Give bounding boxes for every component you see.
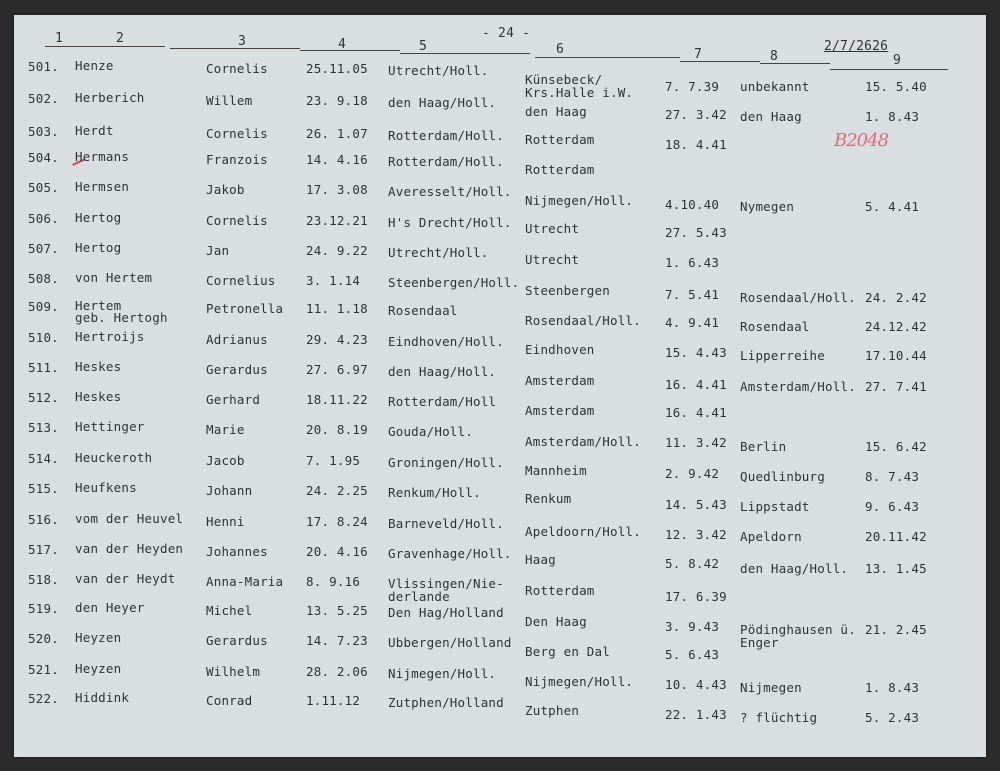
birthplace-cell: Renkum/Holl. (388, 485, 481, 500)
destination-cell: den Haag (740, 109, 802, 124)
column-number-3: 3 (238, 34, 247, 49)
surname-cell: vom der Heuvel (75, 511, 184, 526)
arrival-date-cell: 4. 9.41 (665, 315, 720, 330)
birthplace-cell: Ubbergen/Holland (388, 635, 512, 650)
birthplace-cell: den Haag/Holl. (388, 95, 497, 110)
first-name-cell: Franzois (206, 152, 268, 167)
column-number-8: 8 (770, 49, 779, 64)
birth-date-cell: 17. 3.08 (306, 182, 368, 197)
column-number-1: 1 (55, 31, 64, 46)
surname-cell: von Hertem (75, 270, 153, 285)
surname-cell: den Heyer (75, 600, 145, 615)
departure-date-cell: 5. 2.43 (865, 710, 920, 725)
header-rule (45, 46, 165, 47)
birthplace-cell: Rotterdam/Holl (388, 394, 497, 409)
last-residence-cell: Utrecht (525, 221, 580, 236)
birth-date-cell: 24. 9.22 (306, 243, 368, 258)
departure-date-cell: 20.11.42 (865, 529, 927, 544)
entry-number: 513. (28, 420, 59, 435)
surname-cell: Hertog (75, 210, 122, 225)
birth-date-cell: 11. 1.18 (306, 301, 368, 316)
last-residence-cell: Utrecht (525, 252, 580, 267)
birth-date-cell: 25.11.05 (306, 61, 368, 76)
entry-number: 509. (28, 299, 59, 314)
last-residence-cell: Nijmegen/Holl. (525, 193, 634, 208)
destination-cell: unbekannt (740, 79, 810, 94)
last-residence-cell: Rotterdam (525, 132, 595, 147)
birth-date-cell: 24. 2.25 (306, 483, 368, 498)
last-residence-cell: Mannheim (525, 463, 587, 478)
last-residence-cell: Renkum (525, 491, 572, 506)
first-name-cell: Marie (206, 422, 245, 437)
first-name-cell: Jakob (206, 182, 245, 197)
departure-date-cell: 15. 5.40 (865, 79, 927, 94)
destination-cell: Apeldorn (740, 529, 802, 544)
entry-number: 503. (28, 124, 59, 139)
birthplace-cell: Nijmegen/Holl. (388, 666, 497, 681)
last-residence-cell: Steenbergen (525, 283, 610, 298)
birthplace-cell: Averesselt/Holl. (388, 184, 512, 199)
surname-cell: Hertog (75, 240, 122, 255)
birthplace-cell: Utrecht/Holl. (388, 63, 489, 78)
destination-cell: Lipperreihe (740, 348, 825, 363)
first-name-cell: Cornelis (206, 213, 268, 228)
arrival-date-cell: 3. 9.43 (665, 619, 720, 634)
surname-cell: Heufkens (75, 480, 137, 495)
arrival-date-cell: 4.10.40 (665, 197, 720, 212)
surname-cell: Hermans (75, 149, 130, 164)
departure-date-cell: 5. 4.41 (865, 199, 920, 214)
arrival-date-cell: 16. 4.41 (665, 377, 727, 392)
entry-number: 522. (28, 691, 59, 706)
page-number: - 24 - (482, 26, 531, 41)
birth-date-cell: 14. 7.23 (306, 633, 368, 648)
birthplace-cell: Den Hag/Holland (388, 605, 504, 620)
arrival-date-cell: 12. 3.42 (665, 527, 727, 542)
birth-date-cell: 17. 8.24 (306, 514, 368, 529)
departure-date-cell: 24.12.42 (865, 319, 927, 334)
surname-cell: Hettinger (75, 419, 145, 434)
birthplace-cell: Zutphen/Holland (388, 695, 504, 710)
arrival-date-cell: 18. 4.41 (665, 137, 727, 152)
last-residence-cell: Amsterdam (525, 373, 595, 388)
last-residence-cell: Apeldoorn/Holl. (525, 524, 641, 539)
first-name-cell: Gerardus (206, 633, 268, 648)
birthplace-cell: Rosendaal (388, 303, 458, 318)
first-name-cell: Cornelis (206, 126, 268, 141)
birthplace-cell: Vlissingen/Nie- derlande (388, 576, 504, 604)
header-rule (300, 50, 400, 51)
departure-date-cell: 24. 2.42 (865, 290, 927, 305)
departure-date-cell: 17.10.44 (865, 348, 927, 363)
birth-date-cell: 8. 9.16 (306, 574, 361, 589)
first-name-cell: Cornelis (206, 61, 268, 76)
arrival-date-cell: 1. 6.43 (665, 255, 720, 270)
birth-date-cell: 23.12.21 (306, 213, 368, 228)
birthplace-cell: Barneveld/Holl. (388, 516, 504, 531)
arrival-date-cell: 15. 4.43 (665, 345, 727, 360)
entry-number: 516. (28, 512, 59, 527)
destination-cell: Nymegen (740, 199, 795, 214)
arrival-date-cell: 5. 8.42 (665, 556, 720, 571)
surname-cell: Herberich (75, 90, 145, 105)
entry-number: 501. (28, 59, 59, 74)
birthplace-cell: Steenbergen/Holl. (388, 275, 520, 290)
departure-date-cell: 1. 8.43 (865, 680, 920, 695)
arrival-date-cell: 27. 5.43 (665, 225, 727, 240)
arrival-date-cell: 17. 6.39 (665, 589, 727, 604)
surname-cell: Hermsen (75, 179, 130, 194)
last-residence-cell: Berg en Dal (525, 644, 610, 659)
birthplace-cell: Rotterdam/Holl. (388, 154, 504, 169)
entry-number: 517. (28, 542, 59, 557)
header-rule (830, 69, 948, 70)
surname-cell: Heskes (75, 359, 122, 374)
surname-cell: Henze (75, 58, 114, 73)
destination-cell: Quedlinburg (740, 469, 825, 484)
surname-cell: van der Heydt (75, 571, 176, 586)
birthplace-cell: Eindhoven/Holl. (388, 334, 504, 349)
first-name-cell: Conrad (206, 693, 253, 708)
destination-cell: Amsterdam/Holl. (740, 379, 856, 394)
column-number-7: 7 (694, 47, 703, 62)
surname-cell: Heyzen (75, 630, 122, 645)
first-name-cell: Wilhelm (206, 664, 261, 679)
departure-date-cell: 1. 8.43 (865, 109, 920, 124)
header-rule (680, 61, 760, 62)
first-name-cell: Michel (206, 603, 253, 618)
entry-number: 508. (28, 271, 59, 286)
last-residence-cell: Amsterdam (525, 403, 595, 418)
entry-number: 519. (28, 601, 59, 616)
last-residence-cell: Rotterdam (525, 583, 595, 598)
reference-number: 2/7/2626 (824, 39, 889, 54)
first-name-cell: Willem (206, 93, 253, 108)
departure-date-cell: 13. 1.45 (865, 561, 927, 576)
first-name-cell: Cornelius (206, 273, 276, 288)
last-residence-cell: Künsebeck/ Krs.Halle i.W. (525, 72, 634, 100)
first-name-cell: Jan (206, 243, 230, 258)
destination-cell: Lippstadt (740, 499, 810, 514)
first-name-cell: Gerhard (206, 392, 261, 407)
entry-number: 504. (28, 150, 59, 165)
entry-number: 510. (28, 330, 59, 345)
birth-date-cell: 26. 1.07 (306, 126, 368, 141)
first-name-cell: Johannes (206, 544, 268, 559)
header-rule (400, 53, 530, 54)
birth-date-cell: 14. 4.16 (306, 152, 368, 167)
first-name-cell: Jacob (206, 453, 245, 468)
entry-number: 506. (28, 211, 59, 226)
birth-date-cell: 27. 6.97 (306, 362, 368, 377)
arrival-date-cell: 7. 7.39 (665, 79, 720, 94)
birth-date-cell: 20. 8.19 (306, 422, 368, 437)
departure-date-cell: 15. 6.42 (865, 439, 927, 454)
last-residence-cell: Den Haag (525, 614, 587, 629)
column-number-9: 9 (893, 53, 902, 68)
arrival-date-cell: 14. 5.43 (665, 497, 727, 512)
birth-date-cell: 20. 4.16 (306, 544, 368, 559)
column-number-4: 4 (338, 37, 347, 52)
birth-date-cell: 3. 1.14 (306, 273, 361, 288)
surname-cell: Heuckeroth (75, 450, 153, 465)
birth-date-cell: 29. 4.23 (306, 332, 368, 347)
birthplace-cell: Groningen/Holl. (388, 455, 504, 470)
entry-number: 514. (28, 451, 59, 466)
last-residence-cell: den Haag (525, 104, 587, 119)
last-residence-cell: Rotterdam (525, 162, 595, 177)
last-residence-cell: Amsterdam/Holl. (525, 434, 641, 449)
entry-number: 502. (28, 91, 59, 106)
birthplace-cell: Utrecht/Holl. (388, 245, 489, 260)
surname-cell: Heskes (75, 389, 122, 404)
birthplace-cell: Gouda/Holl. (388, 424, 473, 439)
first-name-cell: Gerardus (206, 362, 268, 377)
arrival-date-cell: 27. 3.42 (665, 107, 727, 122)
destination-cell: Berlin (740, 439, 787, 454)
header-rule (170, 48, 300, 49)
destination-cell: den Haag/Holl. (740, 561, 849, 576)
column-number-6: 6 (556, 42, 565, 57)
destination-cell: Rosendaal/Holl. (740, 290, 856, 305)
birthplace-cell: H's Drecht/Holl. (388, 215, 512, 230)
birthplace-cell: Gravenhage/Holl. (388, 546, 512, 561)
departure-date-cell: 8. 7.43 (865, 469, 920, 484)
arrival-date-cell: 11. 3.42 (665, 435, 727, 450)
last-residence-cell: Eindhoven (525, 342, 595, 357)
surname-cell: Hiddink (75, 690, 130, 705)
header-rule (535, 57, 680, 58)
last-residence-cell: Rosendaal/Holl. (525, 313, 641, 328)
header-rule (760, 63, 830, 64)
destination-cell: ? flüchtig (740, 710, 818, 725)
birth-date-cell: 23. 9.18 (306, 93, 368, 108)
birth-date-cell: 1.11.12 (306, 693, 361, 708)
column-number-5: 5 (419, 39, 428, 54)
birthplace-cell: den Haag/Holl. (388, 364, 497, 379)
last-residence-cell: Nijmegen/Holl. (525, 674, 634, 689)
surname-cell: Hertem geb. Hertogh (75, 298, 168, 325)
entry-number: 520. (28, 631, 59, 646)
first-name-cell: Anna-Maria (206, 574, 284, 589)
entry-number: 511. (28, 360, 59, 375)
pencil-annotation: B2048 (834, 130, 889, 151)
entry-number: 507. (28, 241, 59, 256)
arrival-date-cell: 2. 9.42 (665, 466, 720, 481)
first-name-cell: Henni (206, 514, 245, 529)
departure-date-cell: 9. 6.43 (865, 499, 920, 514)
column-number-2: 2 (116, 31, 125, 46)
last-residence-cell: Zutphen (525, 703, 580, 718)
last-residence-cell: Haag (525, 552, 556, 567)
arrival-date-cell: 7. 5.41 (665, 287, 720, 302)
entry-number: 515. (28, 481, 59, 496)
birthplace-cell: Rotterdam/Holl. (388, 128, 504, 143)
destination-cell: Rosendaal (740, 319, 810, 334)
entry-number: 505. (28, 180, 59, 195)
first-name-cell: Johann (206, 483, 253, 498)
departure-date-cell: 27. 7.41 (865, 379, 927, 394)
surname-cell: Herdt (75, 123, 114, 138)
arrival-date-cell: 5. 6.43 (665, 647, 720, 662)
arrival-date-cell: 16. 4.41 (665, 405, 727, 420)
departure-date-cell: 21. 2.45 (865, 622, 927, 637)
document-page (14, 15, 986, 757)
birth-date-cell: 28. 2.06 (306, 664, 368, 679)
arrival-date-cell: 22. 1.43 (665, 707, 727, 722)
surname-cell: van der Heyden (75, 541, 184, 556)
birth-date-cell: 7. 1.95 (306, 453, 361, 468)
destination-cell: Pödinghausen ü. Enger (740, 622, 856, 650)
birth-date-cell: 18.11.22 (306, 392, 368, 407)
arrival-date-cell: 10. 4.43 (665, 677, 727, 692)
first-name-cell: Petronella (206, 301, 284, 316)
entry-number: 512. (28, 390, 59, 405)
entry-number: 521. (28, 662, 59, 677)
surname-cell: Heyzen (75, 661, 122, 676)
birth-date-cell: 13. 5.25 (306, 603, 368, 618)
surname-cell: Hertroijs (75, 329, 145, 344)
entry-number: 518. (28, 572, 59, 587)
first-name-cell: Adrianus (206, 332, 268, 347)
destination-cell: Nijmegen (740, 680, 802, 695)
